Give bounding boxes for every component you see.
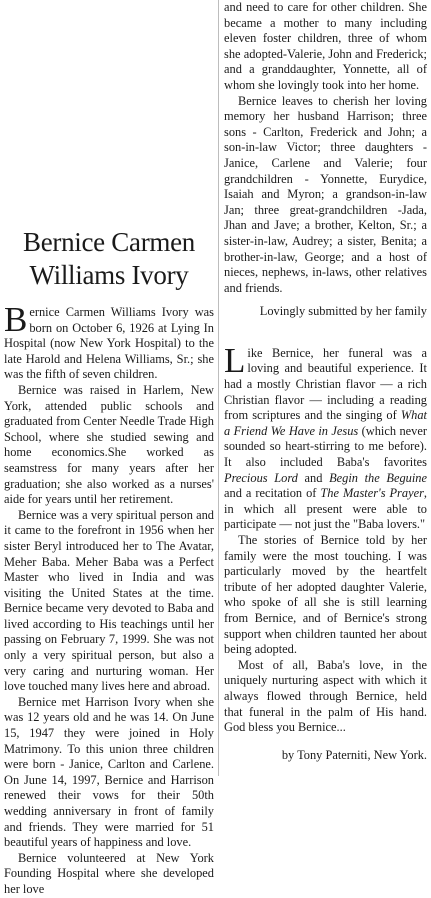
- paragraph-2: Bernice was raised in Harlem, New York, attended public schools and graduated from Center Needle Trade High School, where she studied sewing and home economics.She worked as seamstress for many years after her graduation; she also worked as a nurses' aide for years until her retirement.: [4, 382, 214, 507]
- drop-cap-b: B: [4, 300, 28, 339]
- paragraph-8: [224, 340, 428, 533]
- paragraph-1: [4, 300, 214, 383]
- column-divider: [218, 0, 219, 776]
- paragraph-7: Bernice leaves to cherish her loving memory her husband Harrison; three sons - Carlton, Frederick and John; a son-in-law Victor; three daughters - Janice, Carlene and Valerie; four grandchildren - Yonnette, Eurydice, Isaiah and Myron; a grandson-in-law Jan; three great-grandchildren -Jada, Jhan and Jave; a brother, Kelton, Sr.; a sister-in-law, Audrey; a sister, Benita; a brother-in-law, George; and a host of nieces, nephews, in-laws, other relatives and friends.: [224, 93, 427, 295]
- paragraph-9: The stories of Bernice told by her family were the most touching. I was particularly moved by the heartfelt tribute of her adopted daughter Valerie, who spoke of all she is still learning from Bernice, and of Bernice's strong support when children taunted her about being adopted.: [224, 533, 427, 657]
- song-title-3: Begin the Beguine: [329, 470, 427, 485]
- song-title-1: What a Friend We Have in Jesus: [224, 408, 427, 438]
- left-column: [4, 0, 214, 898]
- paragraph-8-text-e: , in which all present were able to participate — not just the "Baba lovers.": [224, 486, 428, 532]
- drop-cap-l: L: [224, 340, 246, 380]
- song-title-2: Precious Lord: [224, 470, 298, 485]
- article-title: [4, 226, 214, 292]
- family-credit: Lovingly submitted by her family: [259, 304, 427, 319]
- paragraph-6: and need to care for other children. She became a mother to many including eleven foster children, three of whom she adopted-Valerie, John and Frederick; and a granddaughter, Yonnette, all of whom she lovingly took into her home.: [224, 0, 427, 92]
- title-line-1: Bernice Carmen: [23, 227, 195, 257]
- right-column: [224, 0, 427, 763]
- paragraph-8-text-c: and: [297, 470, 330, 485]
- paragraph-8-text-b: (which never sounded so heart-stirring to me before). It also included Baba's favorites: [224, 423, 427, 470]
- prayer-title: The Master's Prayer: [320, 486, 424, 501]
- paragraph-3: Bernice was a very spiritual person and it came to the forefront in 1956 when her sister Beryl introduced her to The Avatar, Meher Baba. Meher Baba was a Perfect Master who lived in India and was visiting the United States at the time. Bernice became very devoted to Baba and lived according to His teachings until her passing on February 7, 1999. She was not only a very spiritual person, but also a very caring and nurturing woman. Her love touched many lives here and abroad.: [4, 507, 214, 694]
- title-line-2: Williams Ivory: [29, 260, 189, 290]
- paragraph-5: Bernice volunteered at New York Founding Hospital where she developed her love: [4, 850, 214, 896]
- paragraph-4: Bernice met Harrison Ivory when she was 12 years old and he was 14. On June 15, 1947 they were joined in Holy Matrimony. To this union three children were born - Janice, Carlton and Carlene. On June 14, 1997, Bernice and Harrison renewed their vows for their 50th wedding anniversary in front of family and friends. They were married for 51 beautiful years of happiness and love.: [4, 694, 214, 850]
- paragraph-1-text: ernice Carmen Williams Ivory was born on October 6, 1926 at Lying In Hospital (now New York Hospital) to the late Harold and Helena Williams, Sr.; she was the fifth of seven children.: [4, 305, 214, 382]
- spacer: [224, 296, 427, 304]
- paragraph-10: Most of all, Baba's love, in the uniquely nurturing aspect with which it always flowed through Bernice, held that funeral in the palm of His hand. God bless you Bernice...: [224, 657, 427, 735]
- author-byline: by Tony Paterniti, New York.: [281, 747, 427, 762]
- paragraph-8-text-a: ike Bernice, her funeral was a loving and beautiful experience. It had a mostly Christian flavor — a rich Christian flavor — including a reading from scriptures and the singing of: [224, 345, 427, 423]
- paragraph-8-text-d: and a recitation of: [224, 486, 321, 501]
